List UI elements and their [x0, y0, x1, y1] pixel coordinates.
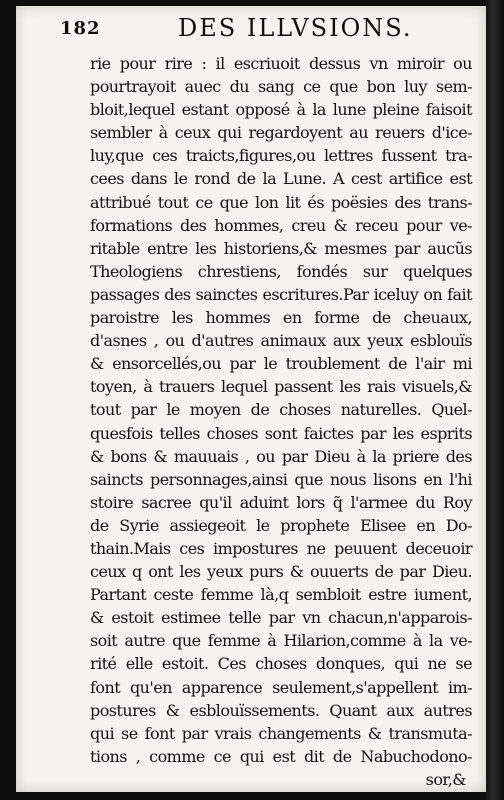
- text-line: luy,que ces traicts,figures,ou lettres fussent tra-: [90, 146, 472, 166]
- running-title: DES ILLVSIONS.: [178, 14, 413, 42]
- text-line: sembler à ceux qui regardoyent au reuers d'ice-: [90, 123, 472, 143]
- text-line: postures & esblouïssements. Quant aux autres: [90, 700, 472, 720]
- text-line: font qu'en apparence seulement,s'appellent im-: [90, 677, 472, 697]
- catchword-line: sor,&: [425, 769, 466, 789]
- text-line: paroistre les hommes en forme de cheuaux,: [90, 308, 472, 328]
- page-binding-edge: [486, 0, 504, 800]
- page-number: 182: [60, 18, 101, 39]
- text-line: quesfois telles choses sont faictes par les esprits: [90, 423, 472, 443]
- text-line: saincts personnages,ainsi que nous lisons en l'hi: [90, 469, 472, 489]
- text-line: rité elle estoit. Ces choses donques, qui ne se: [90, 654, 472, 674]
- text-line: attribué tout ce que lon lit és poësies des trans-: [90, 192, 472, 212]
- text-line: tions , comme ce qui est dit de Nabuchodono-: [90, 746, 472, 766]
- text-line: soit autre que femme à Hilarion,comme à la ve-: [90, 631, 472, 651]
- text-line: & estoit estimee telle par vn chacun,n'apparois-: [90, 608, 472, 628]
- text-line: rie pour rire : il escriuoit dessus vn miroir ou: [90, 54, 472, 73]
- text-line: qui se font par vrais changements & transmuta-: [90, 723, 472, 743]
- text-line: tout par le moyen de choses naturelles. Quel-: [90, 400, 472, 420]
- text-line: ritable entre les historiens,& mesmes par aucũs: [90, 238, 472, 258]
- text-line: & bons & mauuais , ou par Dieu à la priere des: [90, 446, 472, 466]
- text-line: & ensorcellés,ou par le troublement de l'air mi: [90, 354, 472, 374]
- text-line: Partant ceste femme là,q sembloit estre iument,: [90, 585, 472, 605]
- text-line: toyen, à trauers lequel passent les rais visuels,&: [90, 377, 472, 397]
- text-line: bloit,lequel estant opposé à la lune pleine faisoit: [90, 100, 472, 120]
- text-line: formations des hommes, creu & receu pour ve-: [90, 215, 472, 235]
- text-line: pourtrayoit auec du sang ce que bon luy sem-: [90, 77, 472, 97]
- text-line: cees dans le rond de la Lune. A cest artifice est: [90, 169, 472, 189]
- text-line: d'asnes , ou d'autres animaux aux yeux esblouïs: [90, 331, 472, 351]
- page-header: [60, 14, 470, 48]
- body-text: [90, 52, 472, 791]
- text-line: stoire sacree qu'il aduint lors q̃ l'armee du Roy: [90, 492, 472, 512]
- text-line: ceux q ont les yeux purs & ouuerts de par Dieu.: [90, 562, 472, 582]
- text-line: de Syrie assiegeoit le prophete Elisee en Do-: [90, 515, 472, 535]
- text-line: Theologiens chrestiens, fondés sur quelques: [90, 261, 472, 281]
- text-line: thain.Mais ces impostures ne peuuent deceuoir: [90, 538, 472, 558]
- text-line: passages des sainctes escritures.Par iceluy on fait: [90, 284, 472, 304]
